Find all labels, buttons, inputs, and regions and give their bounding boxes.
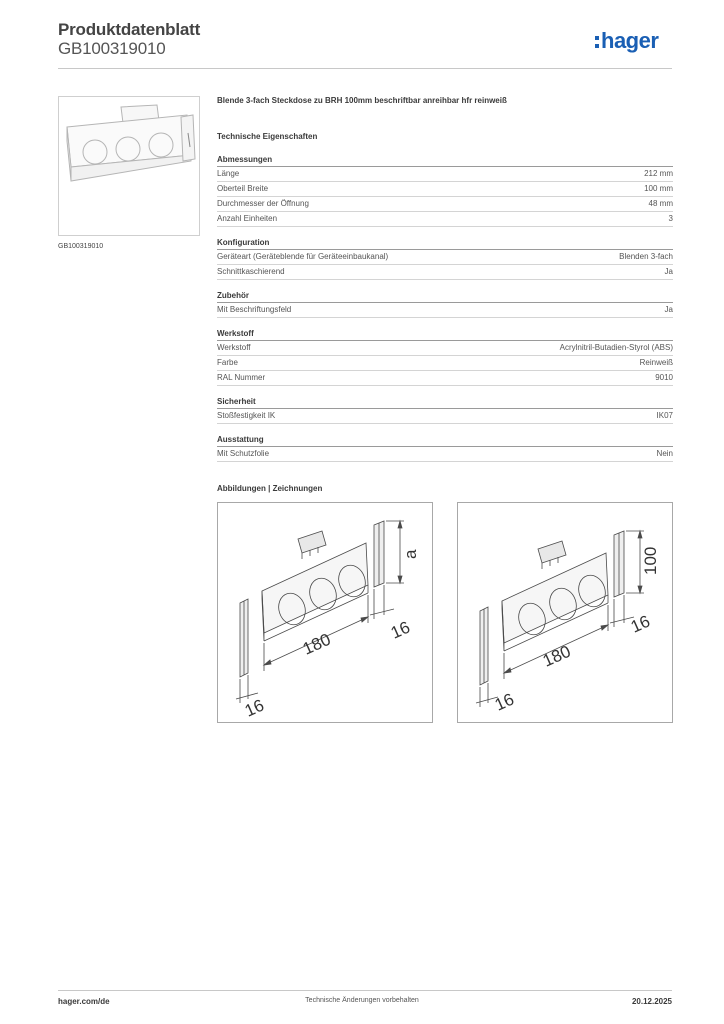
footer-note: Technische Änderungen vorbehalten [305, 997, 419, 1004]
logo-text: hager [601, 28, 659, 53]
product-details [217, 96, 673, 472]
product-code: GB100319010 [58, 39, 166, 58]
property-row [217, 250, 673, 265]
property-label: Geräteart (Geräteblende für Geräteeinbaukanal) [217, 252, 389, 261]
product-name: Blende 3-fach Steckdose zu BRH 100mm beschriftbar anreihbar hfr reinweiß [217, 96, 507, 105]
property-value: 3 [668, 214, 673, 223]
drawing-left [217, 502, 433, 723]
property-group [217, 434, 673, 462]
hager-logo [594, 27, 674, 57]
property-value: Nein [656, 449, 673, 458]
property-group [217, 396, 673, 424]
dim-length-label: 180 [299, 629, 334, 659]
group-title: Zubehör [217, 290, 673, 303]
property-row [217, 265, 673, 280]
drawing-right [457, 502, 673, 723]
property-row [217, 409, 673, 424]
property-value: Ja [664, 305, 673, 314]
dim-length-label: 180 [539, 641, 574, 671]
group-title: Werkstoff [217, 328, 673, 341]
property-row [217, 167, 673, 182]
property-label: Stoßfestigkeit IK [217, 411, 276, 420]
dim-side-label: 16 [241, 695, 267, 721]
footer-divider [58, 990, 672, 991]
property-label: Oberteil Breite [217, 184, 269, 193]
group-title: Ausstattung [217, 434, 673, 447]
property-group [217, 237, 673, 280]
property-group [217, 154, 673, 227]
property-row [217, 303, 673, 318]
product-image-caption: GB100319010 [58, 243, 104, 250]
tech-properties-heading: Technische Eigenschaften [217, 132, 318, 141]
property-label: Länge [217, 169, 240, 178]
property-groups [217, 154, 673, 462]
property-label: Mit Schutzfolie [217, 449, 270, 458]
property-value: Acrylnitril-Butadien-Styrol (ABS) [559, 343, 673, 352]
property-value: IK07 [656, 411, 673, 420]
property-value: 212 mm [644, 169, 673, 178]
property-row [217, 447, 673, 462]
property-value: Ja [664, 267, 673, 276]
dim-height-label: a [401, 549, 420, 559]
dim-side-label: 16 [491, 689, 517, 715]
property-label: Farbe [217, 358, 238, 367]
property-value: 48 mm [648, 199, 673, 208]
property-value: Reinweiß [639, 358, 673, 367]
footer-date: 20.12.2025 [631, 997, 672, 1006]
property-row [217, 197, 673, 212]
property-row [217, 371, 673, 386]
property-label: Durchmesser der Öffnung [217, 199, 309, 208]
property-label: Schnittkaschierend [217, 267, 285, 276]
product-image [58, 96, 200, 236]
property-label: RAL Nummer [217, 373, 266, 382]
group-title: Konfiguration [217, 237, 673, 250]
group-title: Sicherheit [217, 396, 673, 409]
property-row [217, 212, 673, 227]
dim-depth-label: 16 [627, 611, 653, 637]
dim-height-label: 100 [641, 546, 660, 575]
property-group [217, 328, 673, 386]
property-group [217, 290, 673, 318]
figures-heading: Abbildungen | Zeichnungen [217, 484, 323, 493]
header-divider [58, 68, 672, 69]
footer-website: hager.com/de [58, 997, 110, 1006]
property-value: 9010 [655, 373, 673, 382]
page-title: Produktdatenblatt [58, 20, 201, 39]
dim-depth-label: 16 [387, 617, 413, 643]
property-label: Anzahl Einheiten [217, 214, 278, 223]
property-label: Werkstoff [217, 343, 251, 352]
property-row [217, 182, 673, 197]
property-row [217, 356, 673, 371]
property-value: Blenden 3-fach [619, 252, 673, 261]
group-title: Abmessungen [217, 154, 673, 167]
property-label: Mit Beschriftungsfeld [217, 305, 292, 314]
property-row [217, 341, 673, 356]
property-value: 100 mm [644, 184, 673, 193]
